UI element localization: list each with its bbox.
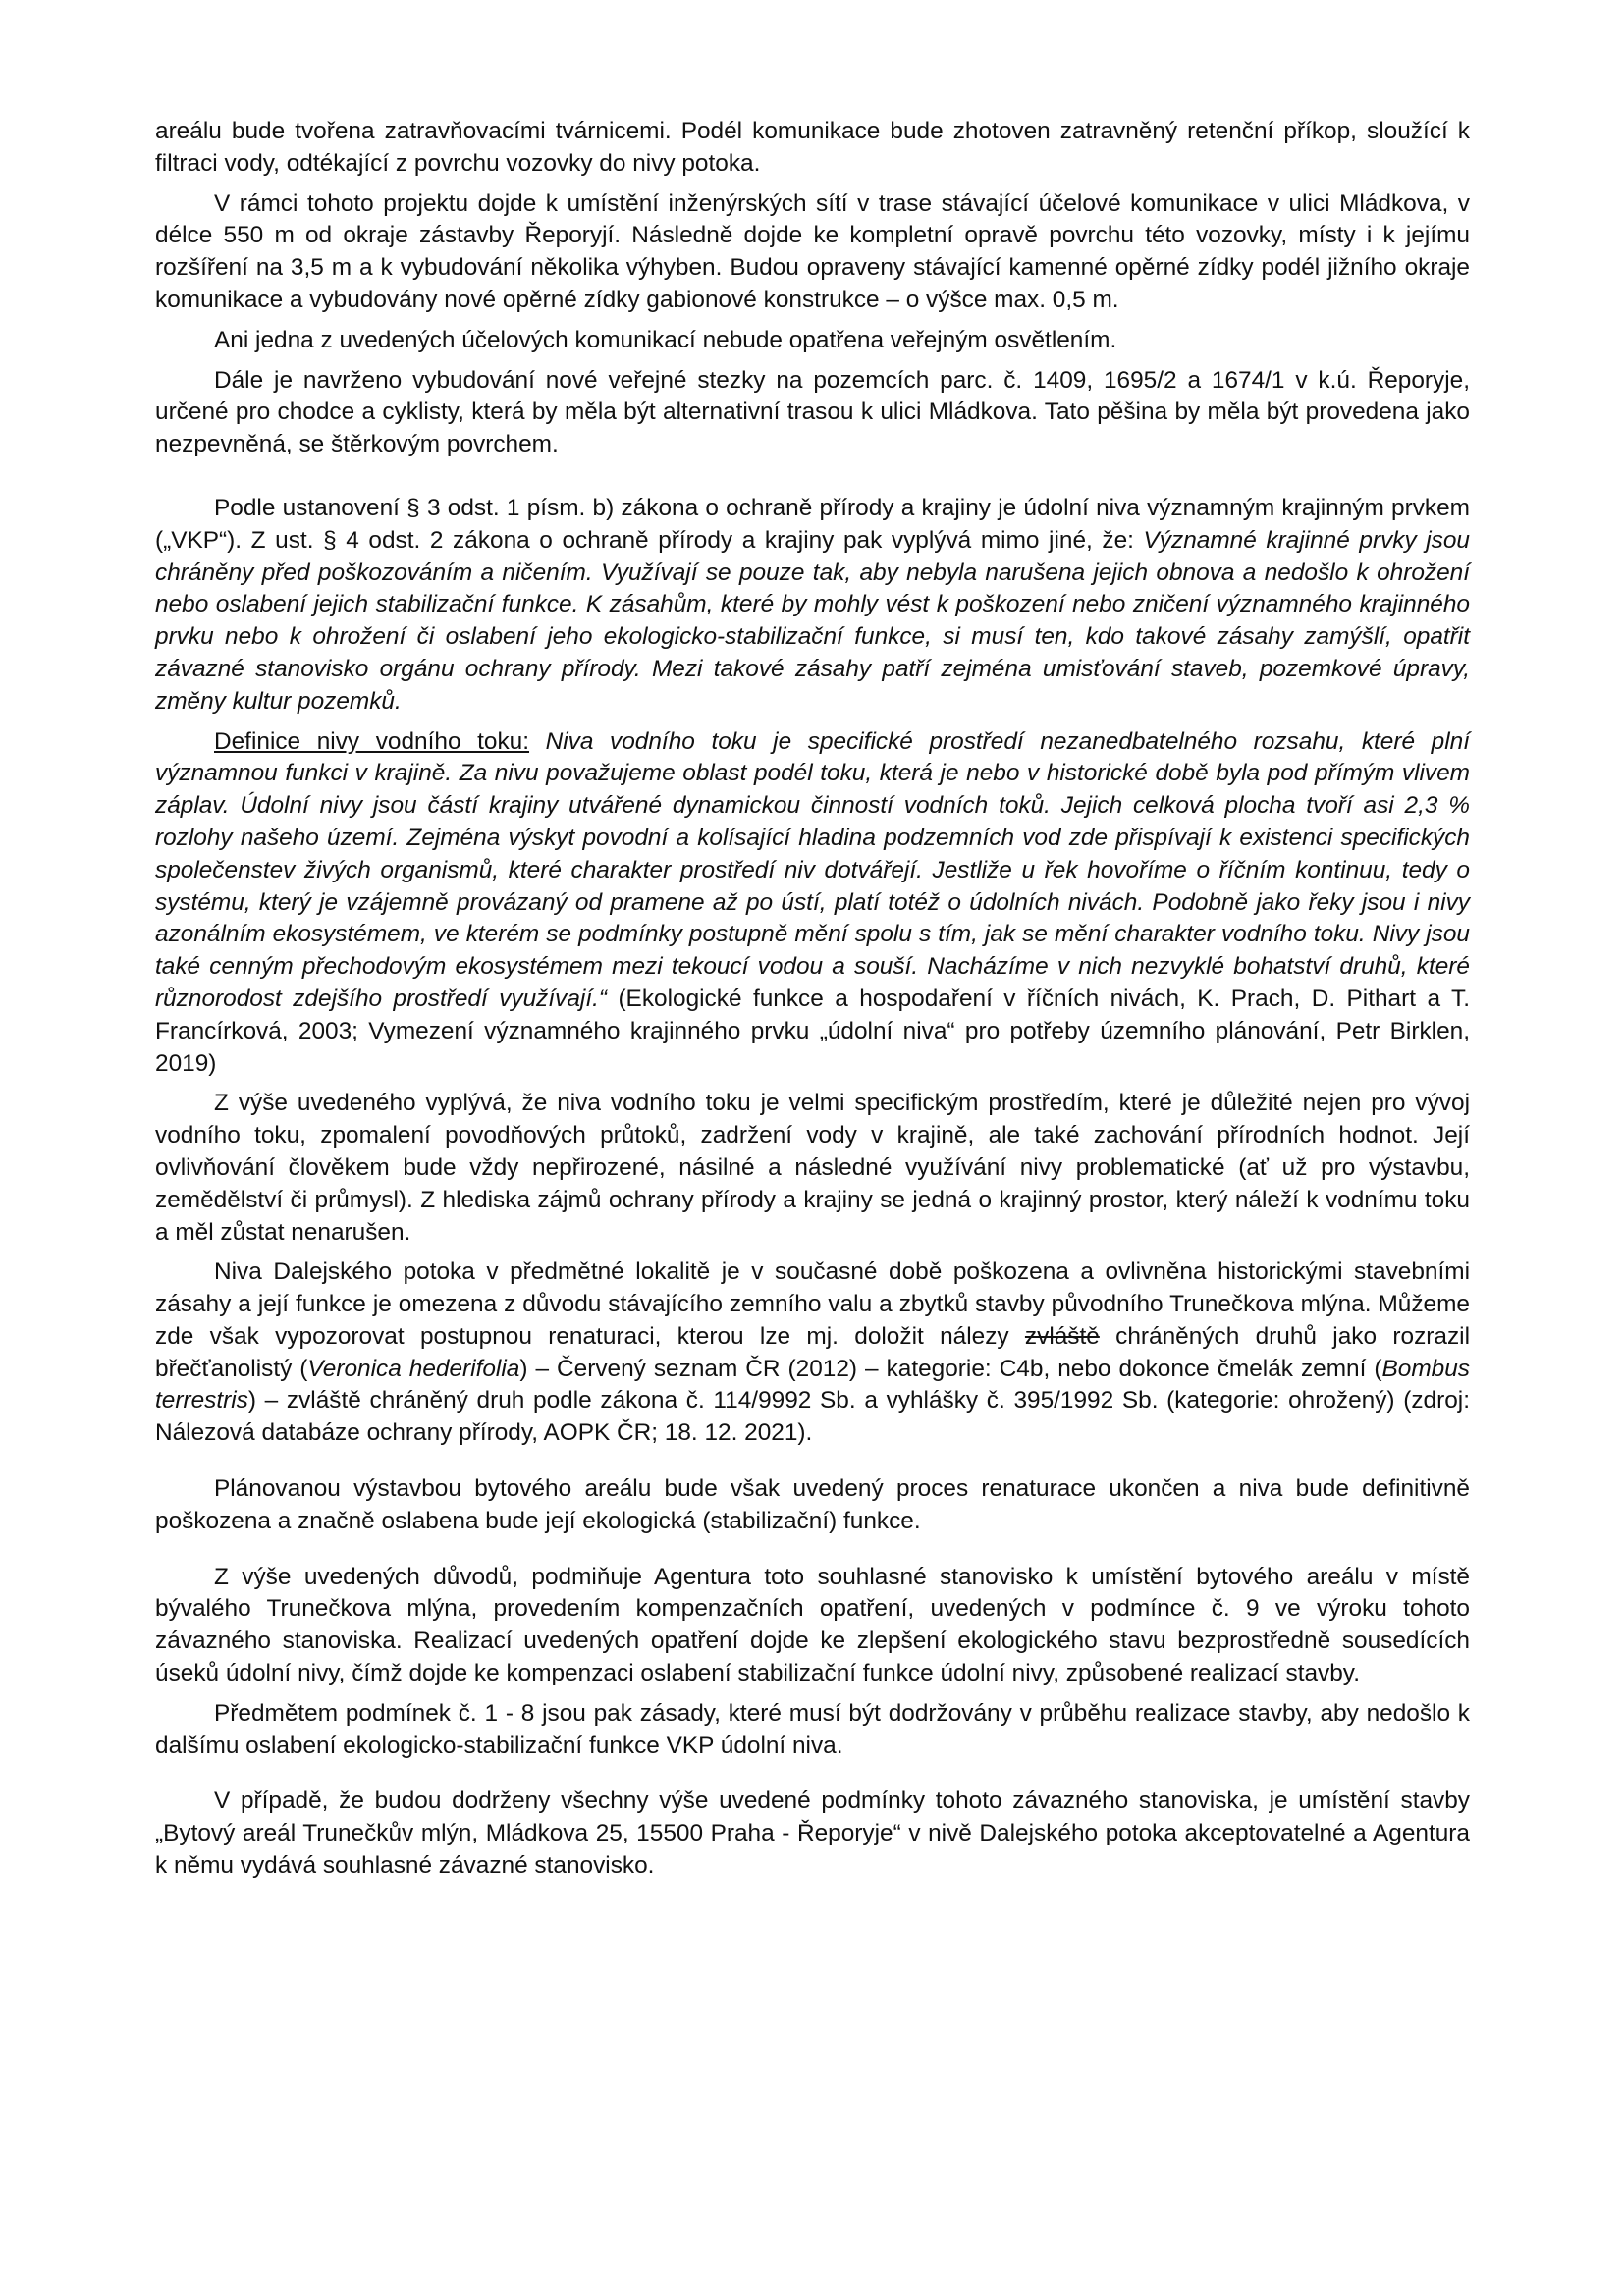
paragraph-final-statement: V případě, že budou dodrženy všechny výše uvedené podmínky tohoto závazného stanoviska, je umístění stavby „Bytový areál Trunečkův mlýn, Mládkova 25, 15500 Praha - Řeporyje“ v nivě Dalejského potoka akceptovatelné a Agentura k němu vydává souhlasné závazné stanovisko. — [155, 1788, 1470, 1880]
definition-sources: (Ekologické funkce a hospodaření v říčních nivách, K. Prach, D. Pithart a T. Francírková, 2003; Vymezení významného krajinného prvku „údolní niva“ pro potřeby územního plánování, Petr Birklen, 2019) — [155, 985, 1470, 1077]
paragraph-retention-ditch: areálu bude tvořena zatravňovacími tvárnicemi. Podél komunikace bude zhotoven zatravněný retenční příkop, sloužící k filtraci vody, odtékající z povrchu vozovky do nivy potoka. — [155, 118, 1470, 177]
paragraph-utility-networks: V rámci tohoto projektu dojde k umístění inženýrských sítí v trase stávající účelové komunikace v ulici Mládkova, v délce 550 m od okraje zástavby Řeporyjí. Následně dojde ke kompletní opravě povrchu této vozovky, místy i k jejímu rozšíření na 3,5 m a k vybudování několika výhyben. Budou opraveny stávající kamenné opěrné zídky podél jižního okraje komunikace a vybudovány nové opěrné zídky gabionové konstrukce – o výšce max. 0,5 m. — [155, 189, 1470, 313]
dalejsky-text-b: chráněných druhů jako rozrazil břečťanolistý ( — [155, 1322, 1470, 1382]
species-veronica: Veronica hederifolia — [307, 1355, 520, 1382]
species-bombus: Bombus terrestris — [155, 1355, 1470, 1415]
paragraph-lighting: Ani jedna z uvedených účelových komunikací nebude opatřena veřejným osvětlením. — [214, 326, 1117, 353]
paragraph-compensation: Z výše uvedených důvodů, podmiňuje Agentura toto souhlasné stanovisko k umístění bytového areálu v místě bývalého Trunečkova mlýna, provedením kompenzačních opatření, uvedených v podmínce č. 9 ve výroku tohoto závazného stanoviska. Realizací uvedených opatření dojde ke zlepšení ekologického stavu bezprostředně sousedících úseků údolní nivy, čímž dojde ke kompenzaci oslabení stabilizační funkce údolní nivy, způsobené realizací stavby. — [155, 1563, 1470, 1687]
vkp-law-text: Podle ustanovení § 3 odst. 1 písm. b) zákona o ochraně přírody a krajiny je údolní niva významným krajinným prvkem („VKP“). Z ust. § 4 odst. 2 zákona o ochraně přírody a krajiny pak vyplývá mimo jiné, že: — [155, 494, 1470, 554]
dalejsky-text-c: ) – Červený seznam ČR (2012) – kategorie: C4b, nebo dokonce čmelák zemní ( — [519, 1355, 1382, 1382]
struck-word: zvláště — [1024, 1322, 1100, 1350]
paragraph-dalejsky-potok — [155, 1256, 1470, 1450]
paragraph-conditions: Předmětem podmínek č. 1 - 8 jsou pak zásady, které musí být dodržovány v průběhu realizace stavby, aby nedošlo k dalšímu oslabení ekologicko-stabilizační funkce VKP údolní niva. — [155, 1699, 1470, 1759]
definition-label: Definice nivy vodního toku: — [214, 727, 530, 755]
paragraph-floodplain-conclusion: Z výše uvedeného vyplývá, že niva vodního toku je velmi specifickým prostředím, které je důležité nejen pro vývoj vodního toku, zpomalení povodňových průtoků, zadržení vody v krajině, ale také zachování přírodních hodnot. Její ovlivňování člověkem bude vždy nepřirozené, násilné a následné využívání nivy problematické (ať už pro výstavbu, zemědělství či průmysl). Z hlediska zájmů ochrany přírody a krajiny se jedná o krajinný prostor, který náleží k vodnímu toku a měl zůstat nenarušen. — [155, 1090, 1470, 1246]
paragraph-public-path: Dále je navrženo vybudování nové veřejné stezky na pozemcích parc. č. 1409, 1695/2 a 1674/1 v k.ú. Řeporyje, určené pro chodce a cyklisty, která by měla být alternativní trasou k ulici Mládkova. Tato pěšina by měla být provedena jako nezpevněná, se štěrkovým povrchem. — [155, 366, 1470, 458]
vkp-law-quote: Významné krajinné prvky jsou chráněny před poškozováním a ničením. Využívají se pouze tak, aby nebyla narušena jejich obnova a nedošlo k ohrožení nebo oslabení jejich stabilizační funkce. K zásahům, které by mohly vést k poškození nebo zničení významného krajinného prvku nebo k ohrožení či oslabení jeho ekologicko-stabilizační funkce, si musí ten, kdo takové zásahy zamýšlí, opatřit závazné stanovisko orgánu ochrany přírody. Mezi takové zásahy patří zejména umisťování staveb, pozemkové úpravy, změny kultur pozemků. — [155, 526, 1470, 715]
document-body — [155, 116, 1470, 1891]
paragraph-floodplain-definition — [155, 726, 1470, 1081]
definition-quote: Niva vodního toku je specifické prostředí nezanedbatelného rozsahu, které plní významnou funkci v krajině. Za nivu považujeme oblast podél toku, která je nebo v historické době byla pod přímým vlivem záplav. Údolní nivy jsou částí krajiny utvářené dynamickou činností vodních toků. Jejich celková plocha tvoří asi 2,3 % rozlohy našeho území. Zejména výskyt povodní a kolísající hladina podzemních vod zde přispívají k existenci specifických společenstev živých organismů, které charakter prostředí niv dotvářejí. Jestliže u řek hovoříme o říčním kontinuu, tedy o systému, který je vzájemně provázaný od pramene až po ústí, platí totéž o údolních nivách. Podobně jako řeky jsou i nivy azonálním ekosystémem, ve kterém se podmínky postupně mění spolu s tím, jak se mění charakter vodního toku. Nivy jsou také cenným přechodovým ekosystémem mezi tekoucí vodou a souší. Nacházíme v nich nezvyklé bohatství druhů, které různorodost zdejšího prostředí využívají.“ — [155, 727, 1470, 1012]
dalejsky-text-a: Niva Dalejského potoka v předmětné lokalitě je v současné době poškozena a ovlivněna historickými stavebními zásahy a její funkce je omezena z důvodu stávajícího zemního valu a zbytků stavby původního Trunečkova mlýna. Můžeme zde však vypozorovat postupnou renaturaci, kterou lze mj. doložit nálezy — [155, 1258, 1470, 1350]
paragraph-vkp-law — [155, 493, 1470, 719]
dalejsky-text-d: ) – zvláště chráněný druh podle zákona č. 114/9992 Sb. a vyhlášky č. 395/1992 Sb. (kategorie: ohrožený) (zdroj: Nálezová databáze ochrany přírody, AOPK ČR; 18. 12. 2021). — [155, 1387, 1470, 1447]
paragraph-renaturation-end: Plánovanou výstavbou bytového areálu bude však uvedený proces renaturace ukončen a niva bude definitivně poškozena a značně oslabena bude její ekologická (stabilizační) funkce. — [155, 1475, 1470, 1534]
